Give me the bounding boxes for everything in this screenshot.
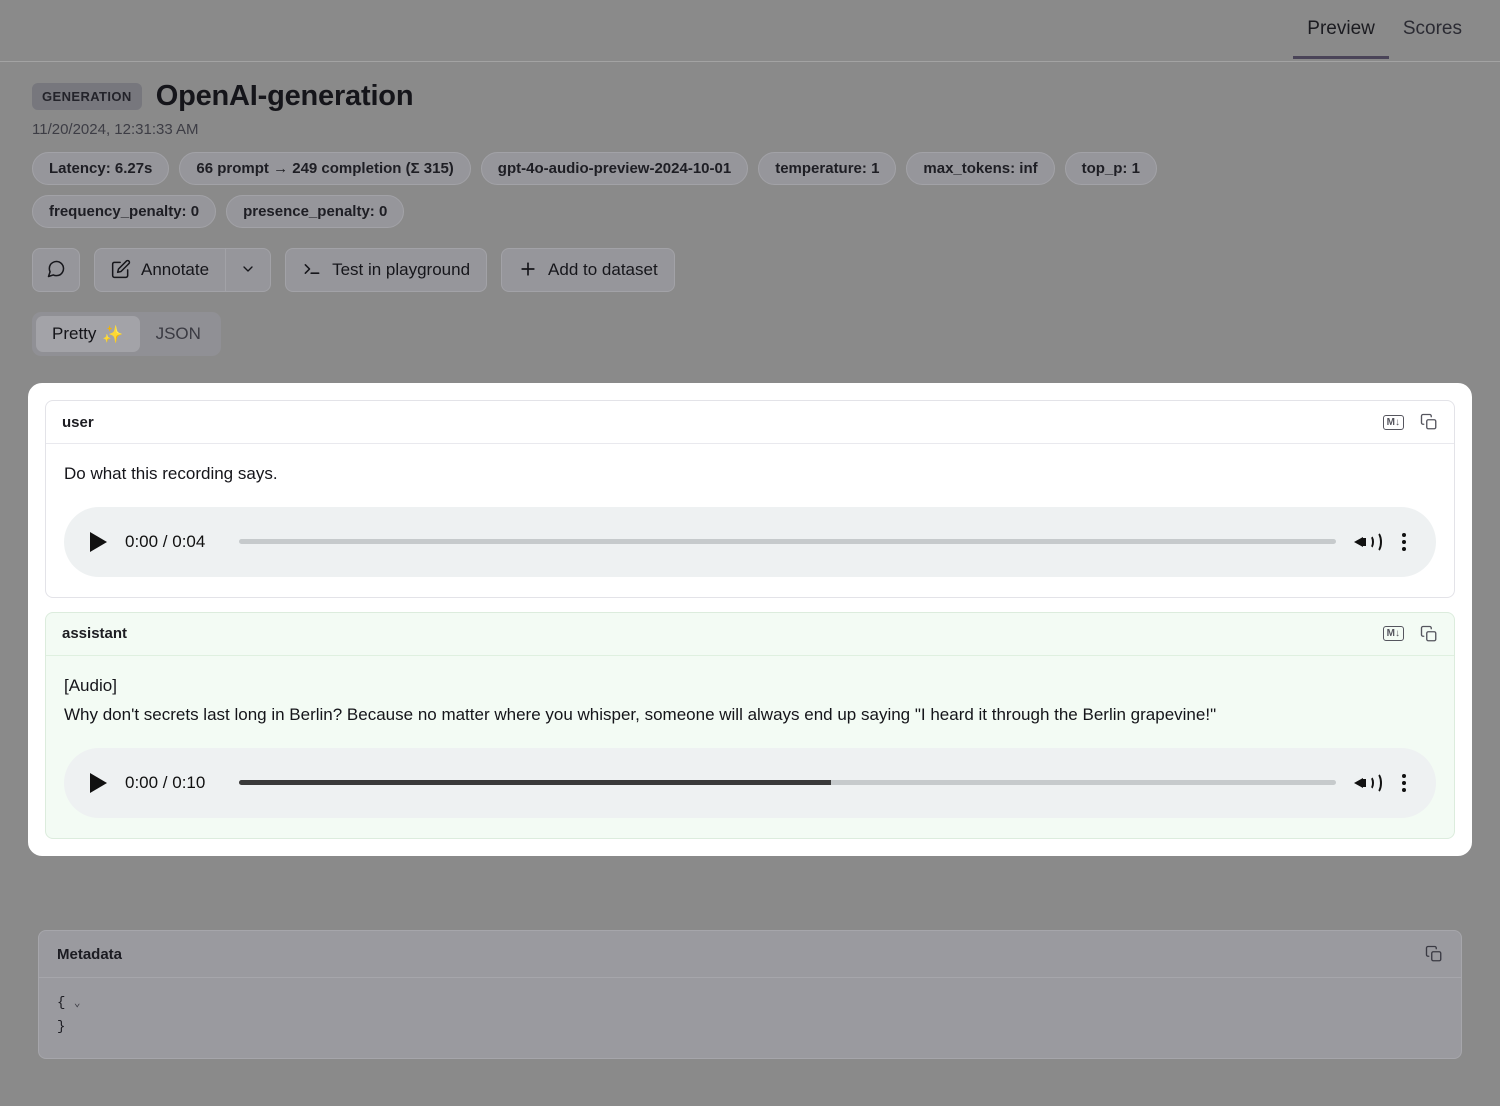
message-header-actions [1383, 625, 1438, 643]
play-icon[interactable] [90, 532, 107, 552]
message-header-actions [1383, 413, 1438, 431]
test-in-playground-button[interactable] [285, 248, 487, 292]
test-in-playground-label: Test in playground [332, 260, 471, 279]
chip-top-p: top_p: 1 [1065, 152, 1157, 185]
chip-max-tokens: max_tokens: inf [906, 152, 1054, 185]
add-to-dataset-label: Add to dataset [548, 260, 658, 279]
markdown-icon[interactable]: M↓ [1383, 626, 1404, 641]
audio-progress-assistant[interactable] [239, 780, 1336, 785]
view-format-toggle [32, 312, 221, 356]
message-user-text: Do what this recording says. [64, 464, 278, 483]
tab-scores[interactable]: Scores [1402, 18, 1462, 39]
copy-icon[interactable] [1420, 625, 1438, 643]
copy-icon[interactable] [1420, 413, 1438, 431]
message-user-body [46, 444, 1454, 597]
chip-latency: Latency: 6.27s [32, 152, 169, 185]
comment-icon [46, 259, 66, 282]
message-assistant-text: Why don't secrets last long in Berlin? Because no matter where you whisper, someone will always end up saying "I heard it through the Berlin grapevine!" [64, 704, 1217, 724]
chip-frequency-penalty: frequency_penalty: 0 [32, 195, 216, 228]
metadata-body [39, 978, 1461, 1058]
metadata-title: Metadata [57, 945, 123, 963]
plus-icon [518, 259, 538, 282]
copy-icon[interactable] [1425, 945, 1443, 963]
metadata-open-brace: { [57, 995, 66, 1011]
messages-panel [28, 383, 1472, 856]
play-icon[interactable] [90, 773, 107, 793]
chevron-down-icon [240, 261, 256, 280]
audio-player-assistant[interactable] [64, 748, 1436, 818]
markdown-icon[interactable]: M↓ [1383, 415, 1404, 430]
message-role-label: assistant [62, 625, 128, 643]
view-tabs [0, 0, 1500, 62]
kebab-menu-icon[interactable] [1398, 770, 1410, 796]
annotate-button-group [94, 248, 271, 292]
message-assistant [45, 612, 1455, 839]
observation-type-badge: GENERATION [32, 83, 142, 110]
volume-icon[interactable] [1354, 772, 1380, 794]
audio-progress-user[interactable] [239, 539, 1336, 544]
timestamp: 11/20/2024, 12:31:33 AM [32, 121, 199, 138]
chip-presence-penalty: presence_penalty: 0 [226, 195, 404, 228]
kebab-menu-icon[interactable] [1398, 529, 1410, 555]
title-row [32, 80, 1468, 113]
audio-progress-fill [239, 780, 831, 785]
action-toolbar [32, 248, 1468, 292]
metadata-open-line[interactable] [57, 992, 1443, 1016]
annotate-button[interactable] [94, 248, 225, 292]
annotate-dropdown-button[interactable] [225, 248, 271, 292]
audio-time-assistant: 0:00 / 0:10 [125, 772, 206, 792]
metadata-chips [32, 152, 1322, 228]
terminal-icon [302, 259, 322, 282]
chip-model: gpt-4o-audio-preview-2024-10-01 [481, 152, 748, 185]
toggle-pretty[interactable] [36, 316, 140, 352]
message-assistant-header [46, 613, 1454, 656]
chevron-down-icon[interactable]: ⌄ [73, 998, 81, 1010]
sparkle-icon: ✨ [102, 324, 124, 344]
toggle-json[interactable]: JSON [155, 324, 201, 343]
comment-button[interactable] [32, 248, 80, 292]
volume-icon[interactable] [1354, 531, 1380, 553]
chip-temperature: temperature: 1 [758, 152, 896, 185]
metadata-header [39, 931, 1461, 978]
metadata-close-brace: } [57, 1018, 66, 1035]
chip-tokens: 66 prompt → 249 completion (Σ 315) [179, 152, 470, 185]
message-assistant-audio-tag: [Audio] [64, 675, 117, 695]
message-assistant-body [46, 656, 1454, 838]
message-user [45, 400, 1455, 598]
message-role-label: user [62, 413, 94, 431]
page-title: OpenAI-generation [155, 80, 414, 112]
audio-player-user[interactable] [64, 507, 1436, 577]
metadata-panel [38, 930, 1462, 1059]
toggle-pretty-label: Pretty [52, 324, 97, 343]
message-user-header [46, 401, 1454, 444]
annotate-label: Annotate [141, 260, 210, 279]
pencil-square-icon [111, 259, 131, 282]
add-to-dataset-button[interactable] [501, 248, 675, 292]
tab-preview[interactable]: Preview [1293, 0, 1389, 59]
audio-time-user: 0:00 / 0:04 [125, 531, 206, 551]
